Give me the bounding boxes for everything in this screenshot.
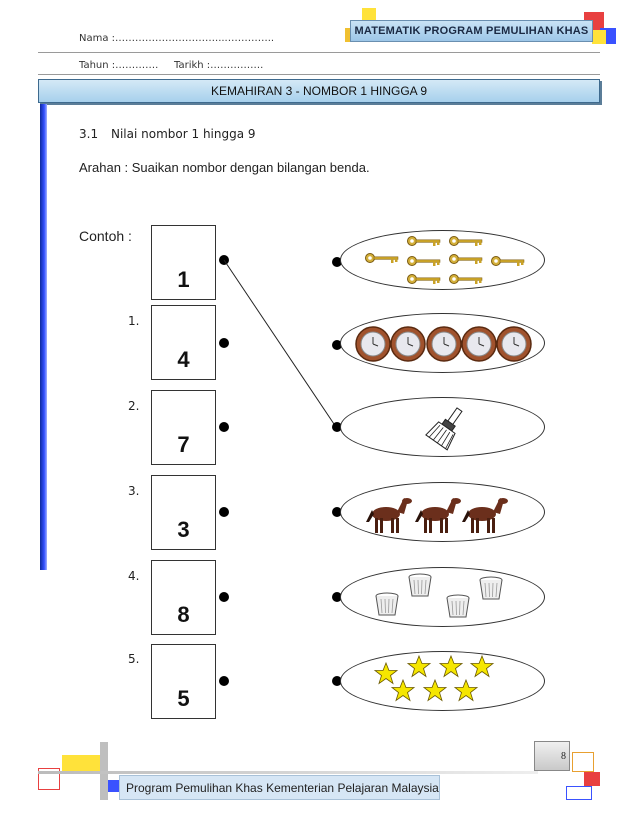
picture-oval-clocks [340, 313, 545, 373]
section-title: Nilai nombor 1 hingga 9 [111, 127, 256, 141]
row-label: 2. [128, 399, 140, 413]
example-label: Contoh : [79, 228, 132, 244]
keys-group [341, 231, 546, 291]
number-value: 3 [177, 517, 190, 542]
clock-icon [462, 327, 496, 361]
stars-group [341, 652, 546, 712]
star-icon [440, 656, 462, 677]
bucket-icon [447, 595, 469, 617]
tarikh-field: Tarikh :……………. [174, 60, 264, 71]
row-label: 5. [128, 652, 140, 666]
horses-group [341, 483, 546, 543]
key-icon [450, 255, 483, 265]
key-icon [408, 237, 441, 247]
star-icon [408, 656, 430, 677]
row-label: 1. [128, 314, 140, 328]
horse-icon [366, 498, 412, 533]
nama-field: Nama :…………………………....………….. [79, 33, 275, 44]
clock-icon [427, 327, 461, 361]
clock-icon [391, 327, 425, 361]
page-number: 8 [534, 741, 570, 771]
key-icon [408, 275, 441, 285]
bucket-icon [409, 574, 431, 596]
clock-icon [497, 327, 531, 361]
horse-icon [462, 498, 508, 533]
star-icon [455, 680, 477, 701]
bucket-icon [376, 593, 398, 615]
clock-icon [356, 327, 390, 361]
picture-oval-stars [340, 651, 545, 711]
key-icon [450, 275, 483, 285]
picture-oval-keys [340, 230, 545, 290]
instruction: Arahan : Suaikan nombor dengan bilangan benda. [79, 160, 370, 175]
decor-square [566, 786, 592, 800]
star-icon [375, 663, 397, 684]
number-value: 7 [177, 432, 190, 457]
tahun-field: Tahun :…………. [79, 60, 159, 71]
picture-oval-buckets [340, 567, 545, 627]
bucket-icon [480, 577, 502, 599]
key-icon [366, 254, 399, 264]
key-icon [408, 257, 441, 267]
number-value: 8 [177, 602, 190, 627]
star-icon [471, 656, 493, 677]
picture-oval-horses [340, 482, 545, 542]
key-icon [450, 237, 483, 247]
decor-square [572, 752, 594, 772]
decor-square [584, 772, 600, 786]
number-value: 1 [177, 267, 190, 292]
number-value: 4 [177, 347, 190, 372]
buckets-group [341, 568, 546, 628]
star-icon [424, 680, 446, 701]
picture-oval-brush [340, 397, 545, 457]
clocks-group [341, 314, 546, 374]
section-number: 3.1 [79, 127, 99, 141]
row-label: 4. [128, 569, 140, 583]
program-title: MATEMATIK PROGRAM PEMULIHAN KHAS [350, 20, 593, 42]
decor-line [38, 771, 538, 774]
brush-icon [341, 398, 546, 458]
skill-title: KEMAHIRAN 3 - NOMBOR 1 HINGGA 9 [38, 79, 600, 103]
footer-text: Program Pemulihan Khas Kementerian Pelajaran Malaysia [119, 775, 440, 800]
number-value: 5 [177, 686, 190, 711]
row-label: 3. [128, 484, 140, 498]
key-icon [492, 257, 525, 267]
star-icon [392, 680, 414, 701]
horse-icon [415, 498, 461, 533]
